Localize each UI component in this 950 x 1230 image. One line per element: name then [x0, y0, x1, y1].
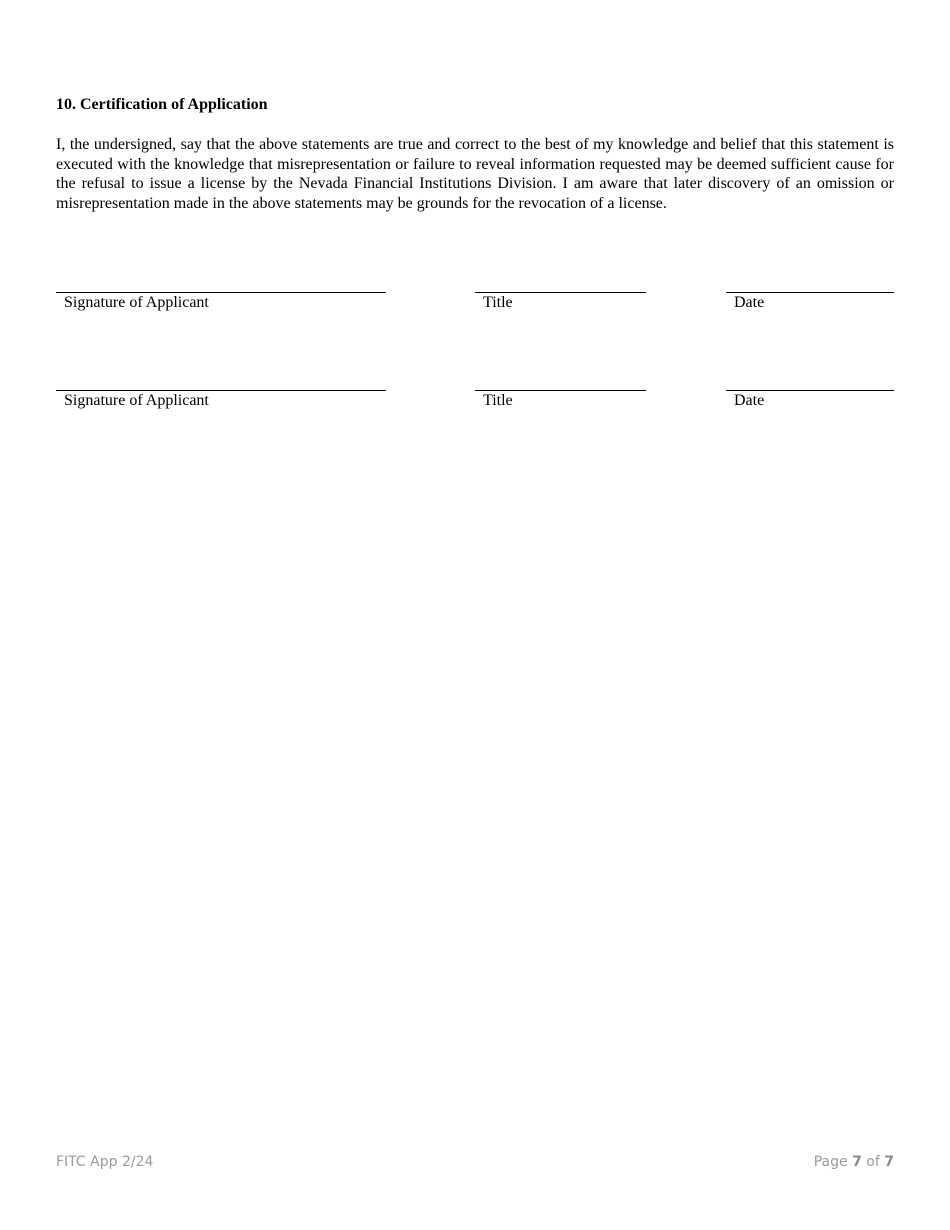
page-of: of: [866, 1154, 880, 1170]
applicant-signature-label: Signature of Applicant: [64, 392, 209, 409]
title-label: Title: [483, 294, 513, 311]
signature-row: [0, 390, 950, 430]
title-line[interactable]: [475, 292, 646, 323]
date-label: Date: [734, 392, 765, 409]
date-line[interactable]: [726, 390, 894, 421]
applicant-signature-line[interactable]: [56, 390, 386, 421]
certification-text: I, the undersigned, say that the above statements are true and correct to the best of my knowledge and belief that this statement is executed with the knowledge that misrepresentation or failure to reveal information requested may be deemed sufficient cause for the refusal to issue a license by the Nevada Financial Institutions Division. I am aware that later discovery of an omission or misrepresentation made in the above statements may be grounds for the revocation of a license.: [56, 136, 894, 212]
page-total: 7: [884, 1154, 894, 1170]
footer-page-number: [814, 1153, 894, 1171]
page-current: 7: [852, 1154, 862, 1170]
applicant-signature-label: Signature of Applicant: [64, 294, 209, 311]
title-label: Title: [483, 392, 513, 409]
signature-row: [0, 292, 950, 332]
date-line[interactable]: [726, 292, 894, 323]
section-heading: 10. Certification of Application: [56, 96, 268, 113]
title-line[interactable]: [475, 390, 646, 421]
date-label: Date: [734, 294, 765, 311]
footer-form-id: FITC App 2/24: [56, 1154, 154, 1170]
applicant-signature-line[interactable]: [56, 292, 386, 323]
page-prefix: Page: [813, 1154, 848, 1170]
